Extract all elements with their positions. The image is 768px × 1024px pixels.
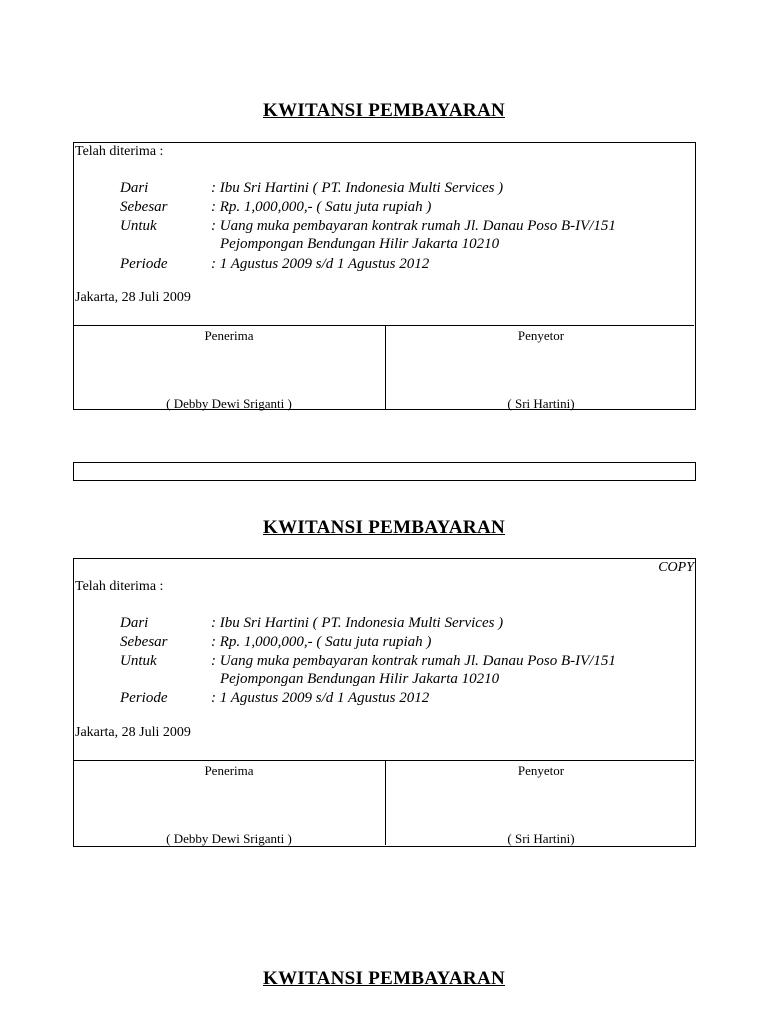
depositor-label: Penyetor: [517, 763, 565, 778]
receipt-original: [73, 142, 696, 410]
place-date: Jakarta, 28 Juli 2009: [75, 725, 191, 740]
place-date: Jakarta, 28 Juli 2009: [75, 290, 191, 305]
divider-box: [73, 462, 696, 481]
depositor-column: [385, 761, 696, 845]
receipt-title-copy: KWITANSI PEMBAYARAN: [262, 517, 505, 538]
received-label: Telah diterima :: [75, 144, 164, 159]
depositor-name: ( Sri Hartini): [507, 396, 575, 411]
receiver-label: Penerima: [204, 763, 254, 778]
copy-mark: COPY: [658, 560, 694, 575]
receipt-title-third: KWITANSI PEMBAYARAN: [262, 968, 505, 989]
from-value: : Ibu Sri Hartini ( PT. Indonesia Multi Services ): [211, 180, 504, 196]
amount-label: Sebesar: [120, 199, 168, 215]
purpose-label: Untuk: [120, 653, 157, 669]
period-label: Periode: [120, 256, 168, 272]
receiver-name: ( Debby Dewi Sriganti ): [166, 831, 292, 846]
purpose-value: : Uang muka pembayaran kontrak rumah Jl. Danau Poso B-IV/151: [211, 218, 616, 234]
amount-value: : Rp. 1,000,000,- ( Satu juta rupiah ): [211, 634, 432, 650]
purpose-label: Untuk: [120, 218, 157, 234]
purpose-value: : Uang muka pembayaran kontrak rumah Jl. Danau Poso B-IV/151: [211, 653, 616, 669]
from-value: : Ibu Sri Hartini ( PT. Indonesia Multi Services ): [211, 615, 504, 631]
receiver-label: Penerima: [204, 328, 254, 343]
depositor-column: [385, 326, 696, 410]
received-label: Telah diterima :: [75, 579, 164, 594]
period-value: : 1 Agustus 2009 s/d 1 Agustus 2012: [211, 690, 430, 706]
depositor-name: ( Sri Hartini): [507, 831, 575, 846]
receiver-name: ( Debby Dewi Sriganti ): [166, 396, 292, 411]
signature-row: [74, 760, 694, 847]
receiver-column: [74, 761, 384, 845]
period-value: : 1 Agustus 2009 s/d 1 Agustus 2012: [211, 256, 430, 272]
signature-row: [74, 325, 694, 410]
amount-label: Sebesar: [120, 634, 168, 650]
receipt-copy: [73, 558, 696, 847]
receiver-column: [74, 326, 384, 410]
receipt-title: KWITANSI PEMBAYARAN: [262, 100, 505, 121]
amount-value: : Rp. 1,000,000,- ( Satu juta rupiah ): [211, 199, 432, 215]
depositor-label: Penyetor: [517, 328, 565, 343]
purpose-value-cont: Pejompongan Bendungan Hilir Jakarta 10210: [220, 236, 500, 252]
period-label: Periode: [120, 690, 168, 706]
from-label: Dari: [120, 180, 149, 196]
from-label: Dari: [120, 615, 149, 631]
purpose-value-cont: Pejompongan Bendungan Hilir Jakarta 10210: [220, 671, 500, 687]
